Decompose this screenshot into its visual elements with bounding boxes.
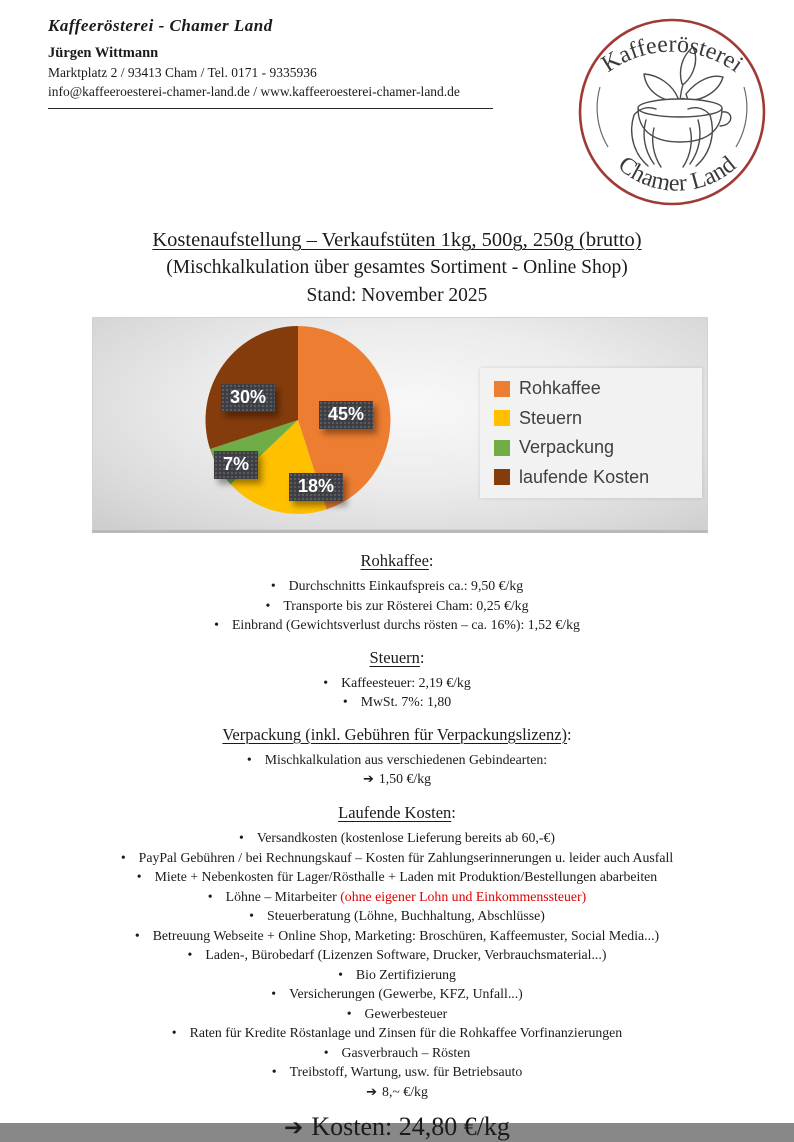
title-line-3: Stand: November 2025	[306, 285, 488, 306]
bullet-icon: •	[187, 947, 193, 962]
bullet-item	[0, 615, 794, 635]
address-line: Marktplatz 2 / 93413 Cham / Tel. 0171 - 9335936	[48, 65, 317, 80]
bullet-icon: •	[214, 617, 219, 632]
bullet-text: Durchschnitts Einkaufspreis ca.: 9,50 €/kg	[288, 578, 524, 593]
legend-swatch-icon	[494, 381, 510, 397]
bullet-icon: •	[271, 986, 277, 1001]
arrow-subtotal-line	[0, 769, 794, 790]
bullet-text: Löhne – Mitarbeiter	[225, 888, 341, 904]
bullet-icon: •	[346, 1005, 352, 1021]
legend-item-1	[494, 408, 702, 429]
bullet-icon: •	[323, 674, 329, 690]
document-title	[0, 226, 794, 310]
bullet-text: PayPal Gebühren / bei Rechnungskauf – Kosten für Zahlungserinnerungen u. leider auch Ausfall	[138, 849, 674, 865]
pie-data-label-steuern: 18%	[289, 473, 343, 501]
bullet-icon: •	[207, 888, 213, 904]
title-line-2: (Mischkalkulation über gesamtes Sortiment - Online Shop)	[166, 257, 628, 278]
pie-data-label-rohkaffee: 45%	[319, 401, 373, 429]
arrow-icon: ➔	[366, 1084, 378, 1100]
legend-label: laufende Kosten	[519, 466, 650, 487]
section-heading-text: Verpackung (inkl. Gebühren für Verpackungslizenz)	[222, 724, 568, 744]
bullet-item	[0, 828, 794, 848]
arrow-subtotal-value: 1,50 €/kg	[378, 771, 432, 786]
letterhead	[48, 16, 508, 109]
bullet-text: Mischkalkulation aus verschiedenen Gebindearten:	[264, 751, 548, 767]
bullet-item	[0, 596, 794, 616]
bullet-text-red: (ohne eigener Lohn und Einkommenssteuer)	[340, 888, 587, 904]
contact-line: info@kaffeeroesterei-chamer-land.de / www.kaffeeroesterei-chamer-land.de	[48, 84, 460, 99]
pie-data-label-laufende-kosten: 30%	[221, 384, 275, 412]
section-rohkaffee	[0, 551, 794, 635]
bullet-text: Transporte bis zur Rösterei Cham: 0,25 €/kg	[283, 597, 529, 613]
section-heading-steuern	[0, 648, 794, 668]
bullet-item	[0, 926, 794, 946]
bullet-text: Versicherungen (Gewerbe, KFZ, Unfall...)	[289, 986, 523, 1001]
bullet-icon: •	[265, 597, 271, 613]
bullet-text: Bio Zertifizierung	[355, 966, 456, 982]
legend-label: Steuern	[519, 407, 583, 428]
bullet-icon: •	[270, 578, 276, 593]
section-heading-text: Rohkaffee	[360, 551, 429, 570]
bullet-text: Raten für Kredite Röstanlage und Zinsen für die Rohkaffee Vorfinanzierungen	[189, 1025, 623, 1040]
bullet-item	[0, 984, 794, 1004]
section-steuern	[0, 648, 794, 712]
chart-legend	[480, 368, 702, 498]
bullet-text: Treibstoff, Wartung, usw. für Betriebsauto	[289, 1064, 523, 1079]
header-divider	[48, 108, 493, 109]
legend-item-2	[494, 437, 702, 458]
bullet-text: Gewerbesteuer	[364, 1005, 448, 1021]
bullet-item	[0, 945, 794, 965]
legend-item-3	[494, 467, 702, 488]
bullet-item	[0, 1023, 794, 1043]
legend-swatch-icon	[494, 410, 510, 426]
arrow-subtotal-value: 8,~ €/kg	[382, 1083, 428, 1099]
legend-label: Verpackung	[519, 437, 615, 458]
section-heading-colon: :	[451, 803, 456, 822]
bullet-item	[0, 965, 794, 985]
legend-label: Rohkaffee	[519, 378, 601, 399]
bullet-item	[0, 692, 794, 712]
bullet-text: Gasverbrauch – Rösten	[341, 1044, 471, 1060]
arrow-icon: ➔	[362, 772, 374, 787]
arrow-subtotal-line	[0, 1082, 794, 1103]
legend-swatch-icon	[494, 440, 510, 456]
bullet-text: Betreuung Webseite + Online Shop, Marketing: Broschüren, Kaffeemuster, Social Media...)	[152, 927, 660, 943]
bullet-text: Miete + Nebenkosten für Lager/Rösthalle + Laden mit Produktion/Bestellungen abarbeiten	[154, 869, 658, 884]
section-verpackung	[0, 725, 794, 791]
bullet-text: Kaffeesteuer: 2,19 €/kg	[341, 674, 471, 690]
section-heading-colon: :	[428, 551, 434, 570]
section-heading-text: Steuern	[369, 647, 420, 667]
bullet-text: MwSt. 7%: 1,80	[360, 694, 452, 709]
bullet-icon: •	[239, 830, 244, 845]
owner-name: Jürgen Wittmann	[48, 45, 159, 61]
title-line-1: Kostenaufstellung – Verkaufstüten 1kg, 500g, 250g (brutto)	[152, 229, 642, 251]
bullet-icon: •	[246, 751, 252, 767]
coffee-cup-icon	[638, 99, 731, 142]
bullet-icon: •	[249, 908, 255, 923]
logo-top-text: Kaffeerösterei	[597, 31, 748, 78]
bullet-icon: •	[323, 1044, 329, 1060]
bullet-item	[0, 887, 794, 907]
cost-pie-chart-panel	[92, 317, 708, 533]
bullet-text: Laden-, Bürobedarf (Lizenzen Software, Drucker, Verbrauchsmaterial...)	[205, 947, 607, 962]
bullet-item	[0, 906, 794, 926]
company-logo	[576, 14, 768, 210]
bullet-item	[0, 1043, 794, 1063]
bullet-item	[0, 1004, 794, 1024]
bullet-item	[0, 848, 794, 868]
section-heading-verpackung	[0, 725, 794, 745]
bullet-icon: •	[120, 849, 126, 865]
bullet-text: Versandkosten (kostenlose Lieferung bereits ab 60,-€)	[256, 830, 555, 845]
bullet-item	[0, 576, 794, 596]
bullet-icon: •	[136, 869, 142, 884]
bullet-item	[0, 673, 794, 693]
cost-sections	[0, 538, 794, 1142]
bullet-icon: •	[342, 694, 348, 709]
section-heading-rohkaffee	[0, 551, 794, 571]
total-cost-text: Kosten: 24,80 €/kg	[311, 1111, 510, 1141]
logo-artwork	[576, 14, 768, 210]
logo-bottom-text: Chamer Land	[613, 151, 741, 197]
section-heading-colon: :	[419, 647, 425, 667]
arrow-icon: ➔	[284, 1114, 304, 1141]
section-laufende-kosten	[0, 803, 794, 1103]
bullet-item	[0, 867, 794, 887]
bullet-icon: •	[271, 1064, 277, 1079]
logo-inner-arc-left	[597, 87, 608, 147]
bullet-item	[0, 750, 794, 770]
bullet-icon: •	[171, 1025, 177, 1040]
bullet-icon: •	[134, 927, 140, 943]
legend-swatch-icon	[494, 469, 510, 485]
logo-inner-arc-right	[736, 87, 747, 147]
bullet-text: Steuerberatung (Löhne, Buchhaltung, Abschlüsse)	[267, 908, 545, 923]
bullet-item	[0, 1062, 794, 1082]
bullet-text: Einbrand (Gewichtsverlust durchs rösten – ca. 16%): 1,52 €/kg	[231, 617, 580, 632]
section-heading-text: Laufende Kosten	[338, 803, 452, 822]
total-cost-line	[0, 1112, 794, 1142]
company-name: Kaffeerösterei - Chamer Land	[48, 16, 273, 35]
legend-item-0	[494, 378, 702, 399]
section-heading-laufende-kosten	[0, 803, 794, 823]
pie-data-label-verpackung: 7%	[214, 451, 258, 479]
section-heading-colon: :	[567, 724, 572, 744]
bullet-icon: •	[338, 966, 343, 982]
